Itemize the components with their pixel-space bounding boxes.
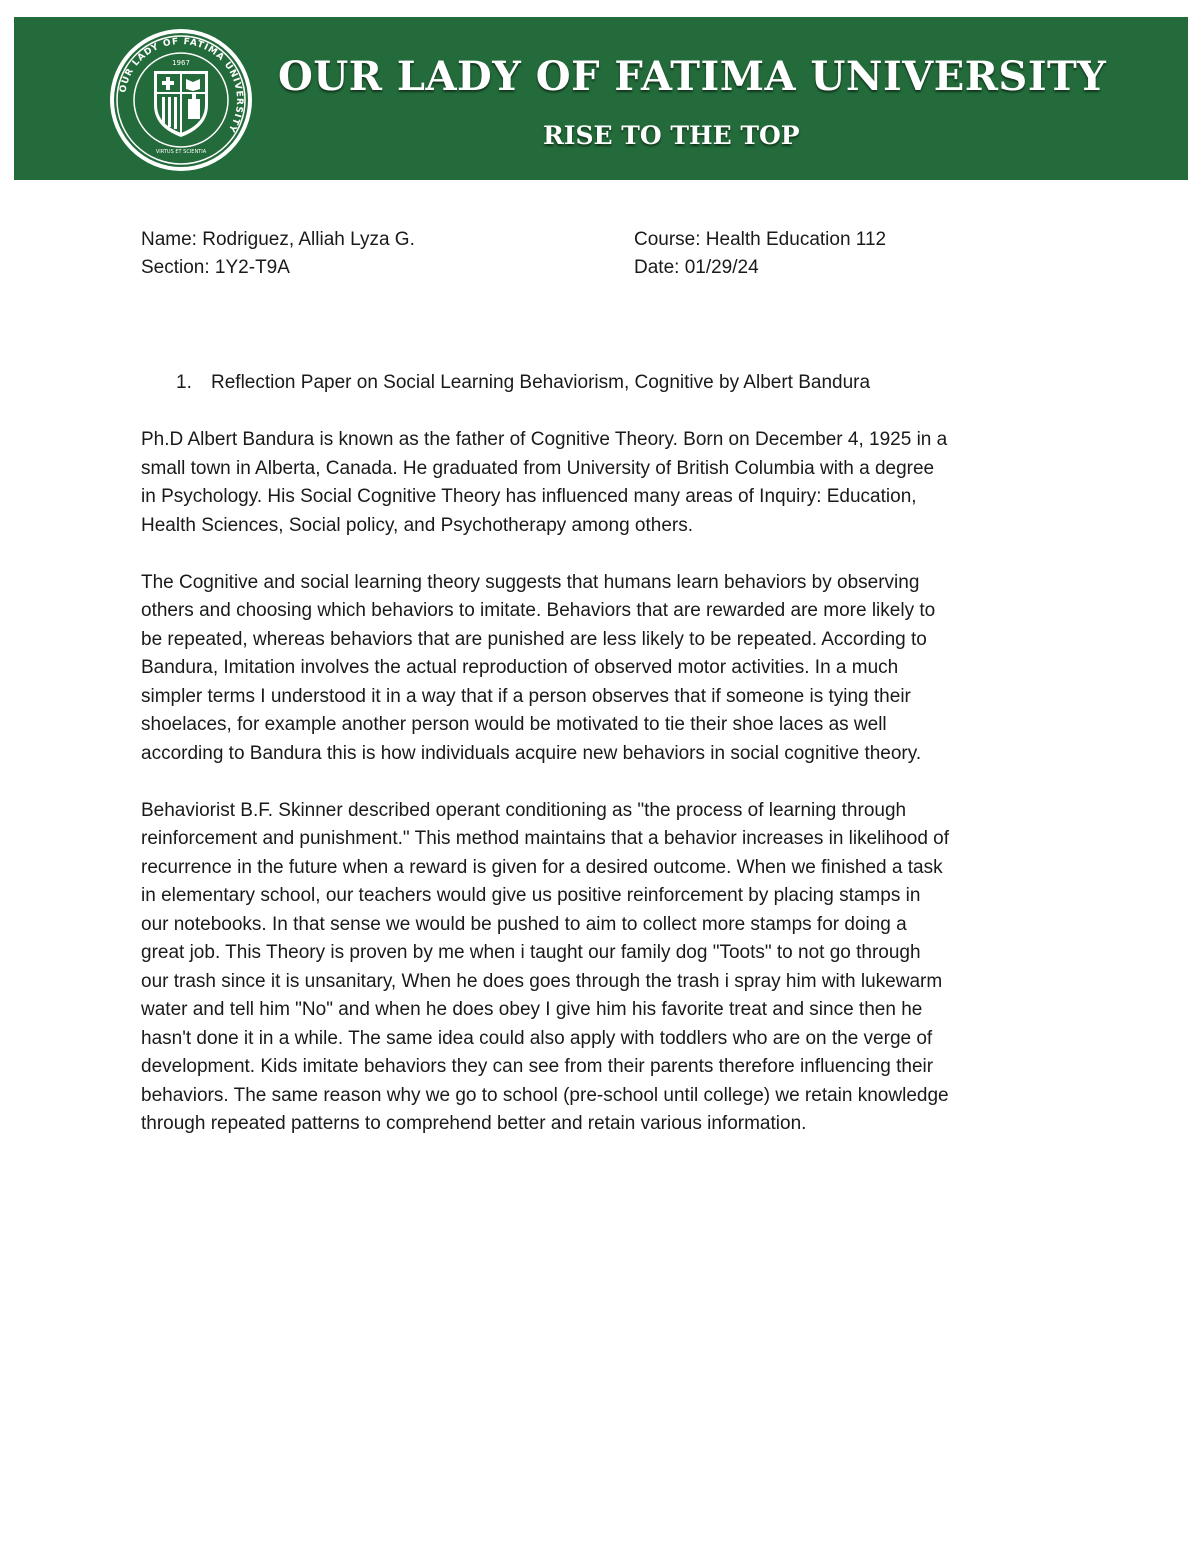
paragraph-line: in Psychology. His Social Cognitive Theory has influenced many areas of Inquiry: Education, (141, 486, 917, 507)
paragraph-line: our trash since it is unsanitary, When he does goes through the trash i spray him with lukewarm (141, 970, 943, 992)
university-motto: RISE TO THE TOP (543, 121, 800, 150)
paragraph-line: Health Sciences, Social policy, and Psychotherapy among others. (141, 514, 694, 536)
body-paragraph (141, 797, 1071, 1139)
paragraph-line: shoelaces, for example another person would be motivated to tie their shoe laces as well (141, 714, 887, 735)
svg-text:VIRTUS ET SCIENTIA: VIRTUS ET SCIENTIA (155, 149, 207, 155)
student-section: Section: 1Y2-T9A (141, 257, 290, 278)
paragraph-line: development. Kids imitate behaviors they can see from their parents therefore influencing their (141, 1056, 934, 1077)
paragraph-line: our notebooks. In that sense we would be pushed to aim to collect more stamps for doing a (141, 913, 907, 935)
course-name: Course: Health Education 112 (634, 229, 887, 250)
student-info-left (141, 226, 415, 282)
paragraph-line: great job. This Theory is proven by me when i taught our family dog "Toots" to not go through (141, 942, 921, 963)
svg-text:OUR LADY OF FATIMA UNIVERSITY: OUR LADY OF FATIMA UNIVERSITY (118, 36, 245, 135)
paragraph-line: recurrence in the future when a reward is given for a desired outcome. When we finished a task (141, 856, 943, 878)
paragraph-line: in elementary school, our teachers would give us positive reinforcement by placing stamps in (141, 885, 921, 906)
paper-body (141, 426, 1071, 1167)
university-header-banner (14, 17, 1188, 180)
university-name: OUR LADY OF FATIMA UNIVERSITY (278, 53, 1107, 100)
paper-heading (176, 369, 870, 397)
body-paragraph (141, 426, 1071, 540)
student-name: Name: Rodriguez, Alliah Lyza G. (141, 229, 415, 250)
paragraph-line: others and choosing which behaviors to imitate. Behaviors that are rewarded are more likely to (141, 600, 936, 621)
paragraph-line: water and tell him "No" and when he does obey I give him his favorite treat and since then he (141, 999, 923, 1020)
paragraph-line: small town in Alberta, Canada. He graduated from University of British Columbia with a degree (141, 457, 935, 479)
paragraph-line: according to Bandura this is how individuals acquire new behaviors in social cognitive theory. (141, 742, 922, 764)
paragraph-line: simpler terms I understood it in a way that if a person observes that if someone is tying their (141, 685, 911, 707)
paragraph-line: reinforcement and punishment." This method maintains that a behavior increases in likelihood of (141, 828, 950, 849)
heading-number: 1. (176, 372, 192, 393)
paragraph-line: behaviors. The same reason why we go to school (pre-school until college) we retain knowledge (141, 1084, 949, 1106)
paragraph-line: The Cognitive and social learning theory suggests that humans learn behaviors by observing (141, 571, 920, 593)
paragraph-line: Bandura, Imitation involves the actual reproduction of observed motor activities. In a much (141, 657, 899, 678)
paragraph-line: through repeated patterns to comprehend better and retain various information. (141, 1113, 807, 1134)
submission-date: Date: 01/29/24 (634, 257, 759, 278)
university-seal-icon (108, 27, 254, 173)
student-info-right (634, 226, 886, 282)
svg-text:1967: 1967 (172, 59, 190, 67)
paragraph-line: Ph.D Albert Bandura is known as the father of Cognitive Theory. Born on December 4, 1925 in a (141, 429, 948, 450)
body-paragraph (141, 569, 1071, 769)
heading-text: Reflection Paper on Social Learning Behaviorism, Cognitive by Albert Bandura (211, 372, 871, 393)
paragraph-line: Behaviorist B.F. Skinner described operant conditioning as "the process of learning through (141, 799, 907, 821)
paragraph-line: be repeated, whereas behaviors that are punished are less likely to be repeated. According to (141, 628, 927, 650)
paragraph-line: hasn't done it in a while. The same idea could also apply with toddlers who are on the verge of (141, 1027, 933, 1049)
